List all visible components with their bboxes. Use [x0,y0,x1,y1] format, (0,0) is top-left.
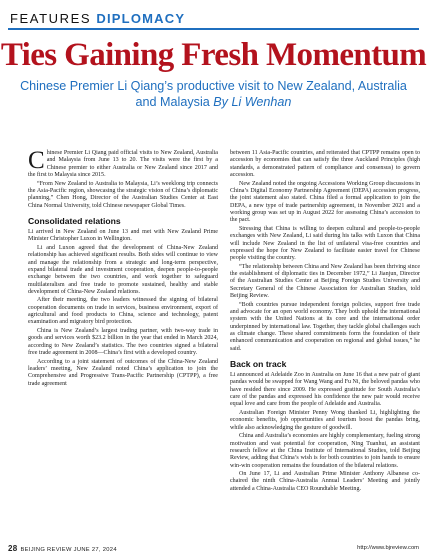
drop-cap: C [28,147,45,174]
deck-text: Chinese Premier Li Qiang’s productive visit to New Zealand, Australia and Malaysia [20,79,407,109]
paragraph: between 11 Asia-Pacific countries, and reiterated that CPTPP remains open to accession by economies that can satisfy the three Auckland Principles (high standards, a demonstrated pattern of compliance and consensus) to govern accession. [230,150,420,179]
deck [20,78,407,110]
issue-info: BEIJING REVIEW JUNE 27, 2024 [20,547,117,553]
headline: Ties Gaining Fresh Momentum [0,37,427,73]
paragraph: Li arrived in New Zealand on June 13 and met with New Zealand Prime Minister Christopher Luxon in Wellington. [28,228,218,243]
paragraph: Stressing that China is willing to deepen cultural and people-to-people exchanges with New Zealand, Li said during his talks with Luxon that China will include New Zealand in the list of unilateral visa-free countries and expressed the hope for New Zealand to facilitate easier travel for Chinese people visiting the country. [230,225,420,262]
header-rule [8,28,419,30]
paragraph: New Zealand noted the ongoing Accessions Working Group discussions in China’s Digital Economy Partnership Agreement (DEPA) accession progress, the joint statement also stated. China filed a formal application to join the DEPA, a new type of trade partnership agreement, in November 2021 and a working group was set up in August 2022 for assessing China’s accession to the pact. [230,180,420,224]
subsection-name: DIPLOMACY [96,11,186,26]
paragraph: China and Australia’s economies are highly complementary, fueling strong motivation and vast potential for cooperation, Ning Tuanhui, an assistant research fellow at the China Institute of International Studies, told Beijing Review, adding that China’s wish is for both countries to join hands to ensure win-win cooperation remains the foundation of the bilateral relations. [230,433,420,469]
section-name: FEATURES [10,11,92,26]
byline: By Li Wenhan [213,95,292,109]
paragraph: According to a joint statement of outcomes of the China-New Zealand leaders’ meeting, New Zealand noted China’s application to join the Comprehensive and Progressive Trans-Pacific Partnership (CPTPP), a free trade agreement [28,358,218,387]
column-right [230,150,420,494]
paragraph: Li and Luxon agreed that the development of China-New Zealand relationship has achieved significant results. Both sides will continue to view and manage the relationship from a strategic and long-term perspective, expand bilateral trade and investment cooperation, deepen people-to-people exchange between the two countries, and work together to safeguard multilateralism and free trade to promote sustained, healthy and stable development of China-New Zealand relations. [28,244,218,295]
paragraph: On June 17, Li and Australian Prime Minister Anthony Albanese co-chaired the ninth China-Australia Annual Leaders’ Meeting and jointly attended a China-Australia CEO Roundtable Meeting. [230,471,420,492]
page-footer [8,542,419,554]
footer-left [8,544,117,553]
column-left [28,147,218,389]
section-label [10,11,185,26]
paragraph: Australian Foreign Minister Penny Wong thanked Li, highlighting the economic benefits, job opportunities and tourism boost the pandas bring, while also acknowledging the gesture of goodwill. [230,409,420,431]
footer-url[interactable]: http://www.bjreview.com [357,545,419,551]
paragraph: Li announced at Adelaide Zoo in Australia on June 16 that a new pair of giant pandas would be swapped for Wang Wang and Fu Ni, the beloved pandas who have resided there since 2009. He expressed gratitude for South Australia’s care of the pandas and expressed his confidence the new pair would receive equal love and care from the people of Adelaide and Australia. [230,372,420,408]
paragraph: “Both countries pursue independent foreign policies, support free trade and advocate for an open world economy. They both uphold the international system with the United Nations at its core and the international order underpinned by international law. Together, they tackle global challenges such as climate change. These shared commitments form the foundation of their enhanced communication and cooperation on regional and global issues,” he said. [230,301,420,352]
paragraph [28,147,218,179]
intro-text: hinese Premier Li Qiang paid official visits to New Zealand, Australia and Malaysia from June 13 to 20. The visits were the first by a Chinese premier to either Australia or New Zealand since 2017 and the first to Malaysia since 2015. [28,150,218,179]
paragraph: After their meeting, the two leaders witnessed the signing of bilateral cooperation documents on trade in services, business environment, export of agricultural and food products to China, science and technology, patent examination and migratory bird protection. [28,297,218,326]
paragraph: “The relationship between China and New Zealand has been thriving since the establishment of diplomatic ties in December 1972,” Li Jianjun, Director of the Australian Studies Center at Beijing Foreign Studies University and Secretary General of the Chinese Association for Australian Studies, told Beijing Review. [230,263,421,300]
subhead-back-on-track: Back on track [230,359,287,370]
paragraph: “From New Zealand to Australia to Malaysia, Li’s weeklong trip connects the Asia-Pacific region, showcasing the strategic vision of China’s diplomatic planning,” Chen Hong, Director of the Australian Studies Center at East China Normal University, told Chinese newspaper Global Times. [28,180,218,209]
paragraph: China is New Zealand’s largest trading partner, with two-way trade in goods and services worth $23.2 billion in the year that ended in March 2024, according to New Zealand’s statistics. The two countries signed a bilateral free trade agreement in 2008—China’s first with a developed country. [28,327,218,356]
subhead-consolidated: Consolidated relations [28,215,121,226]
page-number: 28 [8,544,18,553]
